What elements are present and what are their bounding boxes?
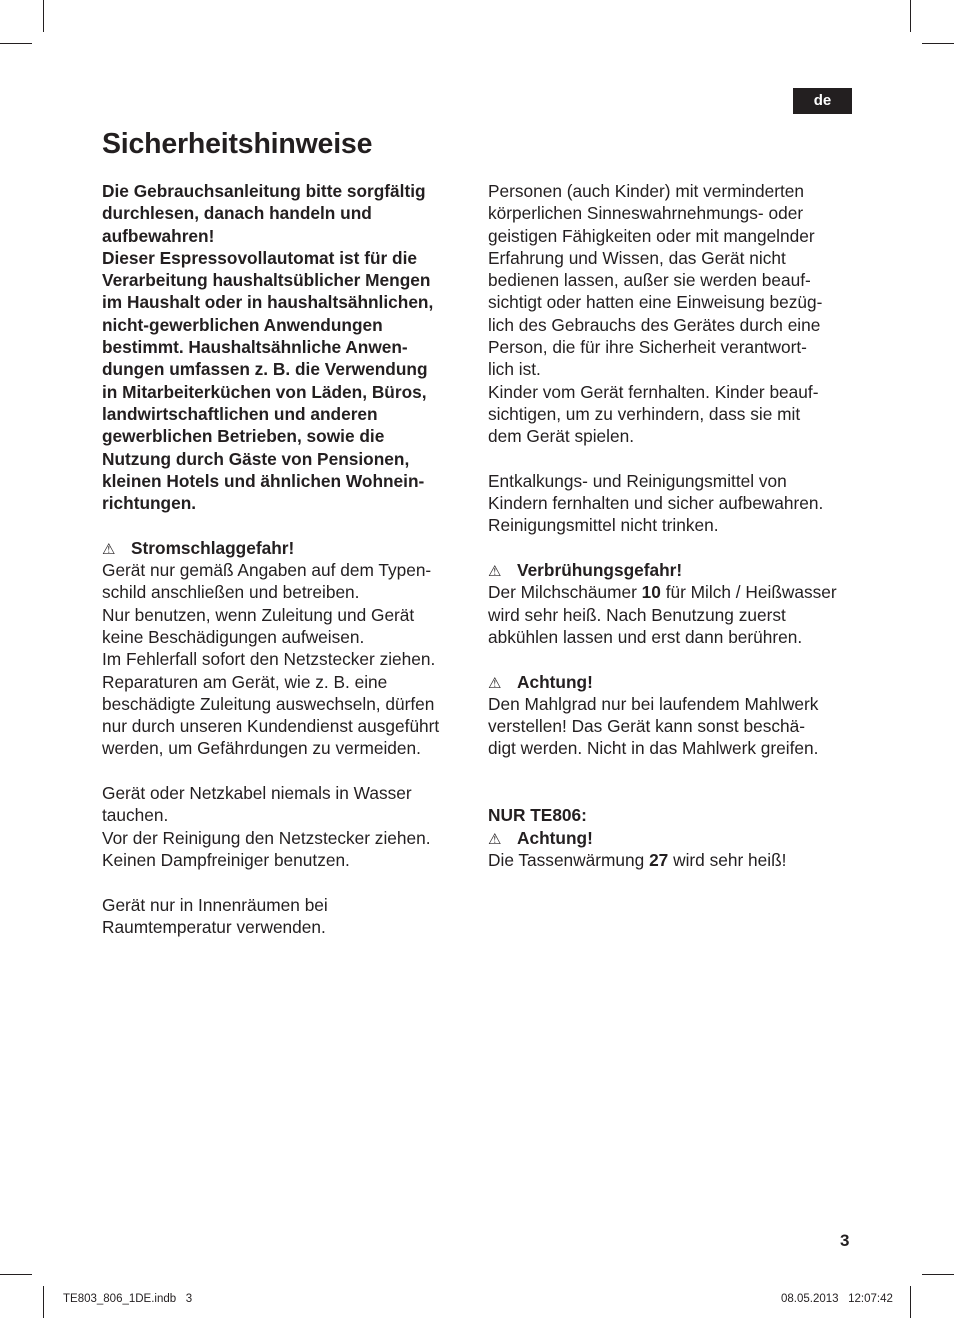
left-column bbox=[102, 180, 472, 938]
text-line: aufbewahren! bbox=[102, 225, 215, 246]
warning-triangle-icon: ⚠ bbox=[488, 674, 502, 692]
text-line: landwirtschaftlichen und anderen bbox=[102, 403, 378, 424]
text-line: lich ist. bbox=[488, 359, 541, 380]
text-line: schild anschließen und betreiben. bbox=[102, 582, 360, 603]
warning-heading: ⚠ Verbrühungsgefahr! bbox=[488, 559, 858, 581]
warning-triangle-icon: ⚠ bbox=[488, 563, 502, 581]
crop-mark bbox=[910, 0, 911, 32]
text-line: Im Fehlerfall sofort den Netzstecker ziehen. bbox=[102, 649, 436, 670]
right-column bbox=[488, 180, 858, 871]
text-line: bedienen lassen, außer sie werden beauf- bbox=[488, 270, 811, 291]
crop-mark bbox=[43, 0, 44, 32]
text-line: nur durch unseren Kundendienst ausgeführt bbox=[102, 716, 440, 737]
text-line: Nutzung durch Gäste von Pensionen, bbox=[102, 448, 410, 469]
intro-paragraph bbox=[102, 180, 472, 514]
part-number: 10 bbox=[641, 582, 661, 603]
text-line: durchlesen, danach handeln und bbox=[102, 203, 372, 224]
text-line: Dieser Espressovollautomat ist für die bbox=[102, 247, 418, 268]
text-line: bestimmt. Haushaltsähnliche Anwen- bbox=[102, 337, 408, 358]
text-line: kleinen Hotels und ähnlichen Wohnein- bbox=[102, 470, 425, 491]
text-line: dungen umfassen z. B. die Verwendung bbox=[102, 359, 428, 380]
text-line: Gerät oder Netzkabel niemals in Wasser bbox=[102, 783, 412, 804]
scalding-warning bbox=[488, 559, 858, 648]
text-line: körperlichen Sinneswahrnehmungs- oder bbox=[488, 203, 804, 224]
crop-mark bbox=[43, 1286, 44, 1318]
text-line: Keinen Dampfreiniger benutzen. bbox=[102, 849, 350, 870]
language-badge: de bbox=[793, 88, 852, 114]
indoor-use-paragraph bbox=[102, 894, 472, 939]
text-line: werden, um Gefährdungen zu vermeiden. bbox=[102, 738, 421, 759]
text-line: Gerät nur gemäß Angaben auf dem Typen- bbox=[102, 560, 432, 581]
text-line: sichtigen, um zu verhindern, dass sie mit bbox=[488, 403, 801, 424]
crop-mark bbox=[922, 1274, 954, 1275]
text-line: Reparaturen am Gerät, wie z. B. eine bbox=[102, 671, 388, 692]
crop-mark bbox=[0, 43, 32, 44]
crop-mark bbox=[0, 1274, 32, 1275]
warning-triangle-icon: ⚠ bbox=[488, 830, 502, 848]
text-line: dem Gerät spielen. bbox=[488, 426, 635, 447]
text-line: Vor der Reinigung den Netzstecker ziehen. bbox=[102, 827, 431, 848]
page-number: 3 bbox=[840, 1231, 850, 1250]
persons-paragraph bbox=[488, 180, 858, 448]
text-line: Die Tassenwärmung 27 wird sehr heiß! bbox=[488, 849, 787, 870]
text-line: sichtigt oder hatten eine Einweisung bezüg- bbox=[488, 292, 823, 313]
grinder-warning bbox=[488, 671, 858, 760]
text-line: nicht-gewerblichen Anwendungen bbox=[102, 314, 383, 335]
warning-heading: ⚠ Achtung! bbox=[488, 671, 858, 693]
text-line: wird sehr heiß. Nach Benutzung zuerst bbox=[488, 604, 786, 625]
text-line: richtungen. bbox=[102, 493, 197, 514]
text-line: Person, die für ihre Sicherheit verantwort- bbox=[488, 337, 807, 358]
text-line: tauchen. bbox=[102, 805, 169, 826]
text-line: verstellen! Das Gerät kann sonst beschä- bbox=[488, 716, 805, 737]
text-line: in Mitarbeiterküchen von Läden, Büros, bbox=[102, 381, 427, 402]
text-line: Entkalkungs- und Reinigungsmittel von bbox=[488, 470, 787, 491]
crop-mark bbox=[922, 43, 954, 44]
text-line: Reinigungsmittel nicht trinken. bbox=[488, 515, 719, 536]
text-line: digt werden. Nicht in das Mahlwerk greifen. bbox=[488, 738, 819, 759]
model-heading: NUR TE806: bbox=[488, 805, 587, 826]
text-line: keine Beschädigungen aufweisen. bbox=[102, 626, 365, 647]
descaling-paragraph bbox=[488, 470, 858, 537]
crop-mark bbox=[910, 1286, 911, 1318]
text-line: Kindern fernhalten und sicher aufbewahren. bbox=[488, 493, 824, 514]
electric-shock-warning bbox=[102, 537, 472, 760]
text-line: Der Milchschäumer 10 für Milch / Heißwasser bbox=[488, 582, 837, 603]
footer-date-info: 08.05.2013 12:07:42 bbox=[781, 1293, 893, 1305]
text-line: Nur benutzen, wenn Zuleitung und Gerät bbox=[102, 604, 415, 625]
text-line: Kinder vom Gerät fernhalten. Kinder beauf- bbox=[488, 381, 819, 402]
warning-heading: ⚠ Stromschlaggefahr! bbox=[102, 537, 472, 559]
text-line: lich des Gebrauchs des Gerätes durch eine bbox=[488, 314, 821, 335]
warning-heading: ⚠ Achtung! bbox=[488, 827, 858, 849]
text-line: abkühlen lassen und erst dann berühren. bbox=[488, 626, 803, 647]
text-line: Verarbeitung haushaltsüblicher Mengen bbox=[102, 270, 431, 291]
text-line: im Haushalt oder in haushaltsähnlichen, bbox=[102, 292, 434, 313]
text-line: geistigen Fähigkeiten oder mit mangelnder bbox=[488, 225, 815, 246]
model-note bbox=[488, 804, 858, 871]
text-line: Erfahrung und Wissen, das Gerät nicht bbox=[488, 247, 786, 268]
part-number: 27 bbox=[649, 849, 669, 870]
text-line: beschädigte Zuleitung auswechseln, dürfen bbox=[102, 693, 435, 714]
text-line: gewerblichen Betrieben, sowie die bbox=[102, 426, 385, 447]
text-line: Raumtemperatur verwenden. bbox=[102, 916, 326, 937]
footer-file-info: TE803_806_1DE.indb 3 bbox=[63, 1293, 193, 1305]
text-line: Personen (auch Kinder) mit verminderten bbox=[488, 181, 805, 201]
page-title: Sicherheitshinweise bbox=[102, 128, 373, 160]
text-line: Den Mahlgrad nur bei laufendem Mahlwerk bbox=[488, 693, 819, 714]
text-line: Die Gebrauchsanleitung bitte sorgfältig bbox=[102, 181, 426, 201]
water-cleaning-paragraph bbox=[102, 782, 472, 871]
text-line: Gerät nur in Innenräumen bei bbox=[102, 894, 328, 915]
warning-triangle-icon: ⚠ bbox=[102, 540, 116, 558]
